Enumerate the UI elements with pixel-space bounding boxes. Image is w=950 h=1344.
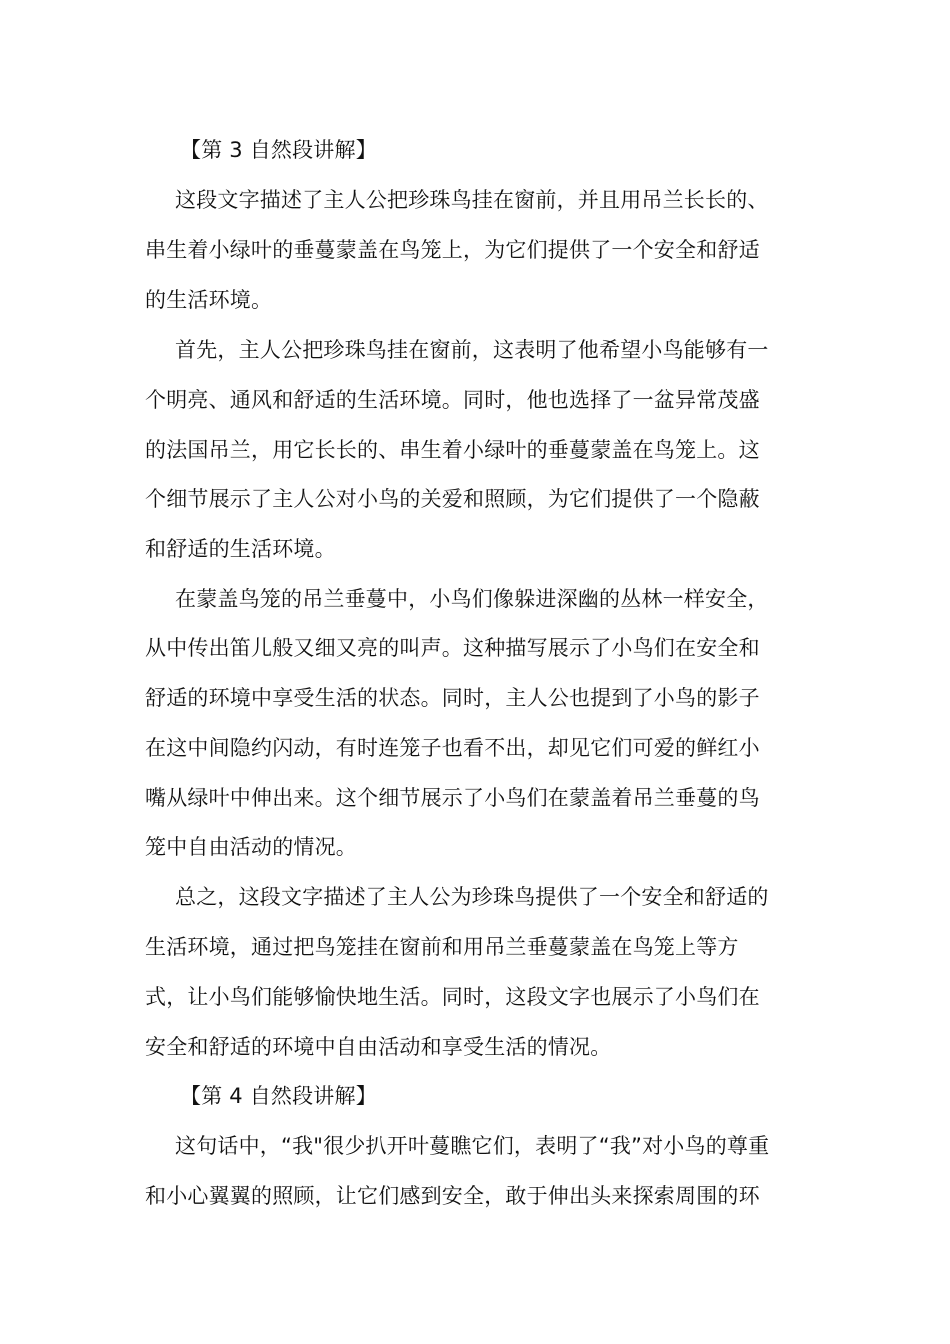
- text-line: 的法国吊兰，用它长长的、串生着小绿叶的垂蔓蒙盖在鸟笼上。这: [145, 438, 760, 462]
- text-line: 总之，这段文字描述了主人公为珍珠鸟提供了一个安全和舒适的: [175, 885, 769, 909]
- text-line: 笼中自由活动的情况。: [145, 835, 357, 859]
- text-line: 在蒙盖鸟笼的吊兰垂蔓中，小鸟们像躲进深幽的丛林一样安全，: [175, 587, 769, 611]
- text-line: 从中传出笛儿般又细又亮的叫声。这种描写展示了小鸟们在安全和: [145, 636, 760, 660]
- text-line: 这句话中，“我"很少扒开叶蔓瞧它们，表明了“我”对小鸟的尊重: [175, 1134, 770, 1158]
- section-heading-3: 【第 3 自然段讲解】: [180, 138, 377, 162]
- text-line: 安全和舒适的环境中自由活动和享受生活的情况。: [145, 1035, 612, 1059]
- text-line: 嘴从绿叶中伸出来。这个细节展示了小鸟们在蒙盖着吊兰垂蔓的鸟: [145, 786, 760, 810]
- text-line: 首先，主人公把珍珠鸟挂在窗前，这表明了他希望小鸟能够有一: [175, 338, 769, 362]
- text-line: 个明亮、通风和舒适的生活环境。同时，他也选择了一盆异常茂盛: [145, 388, 760, 412]
- section-heading-4: 【第 4 自然段讲解】: [180, 1084, 377, 1108]
- text-line: 的生活环境。: [145, 288, 273, 312]
- text-line: 在这中间隐约闪动，有时连笼子也看不出，却见它们可爱的鲜红小: [145, 736, 760, 760]
- text-line: 式，让小鸟们能够愉快地生活。同时，这段文字也展示了小鸟们在: [145, 985, 760, 1009]
- text-line: 生活环境，通过把鸟笼挂在窗前和用吊兰垂蔓蒙盖在鸟笼上等方: [145, 935, 739, 959]
- text-line: 和舒适的生活环境。: [145, 537, 336, 561]
- text-line: 这段文字描述了主人公把珍珠鸟挂在窗前，并且用吊兰长长的、: [175, 188, 769, 212]
- text-line: 个细节展示了主人公对小鸟的关爱和照顾，为它们提供了一个隐蔽: [145, 487, 760, 511]
- text-line: 串生着小绿叶的垂蔓蒙盖在鸟笼上，为它们提供了一个安全和舒适: [145, 238, 760, 262]
- text-line: 和小心翼翼的照顾，让它们感到安全，敢于伸出头来探索周围的环: [145, 1184, 760, 1208]
- text-line: 舒适的环境中享受生活的状态。同时，主人公也提到了小鸟的影子: [145, 686, 760, 710]
